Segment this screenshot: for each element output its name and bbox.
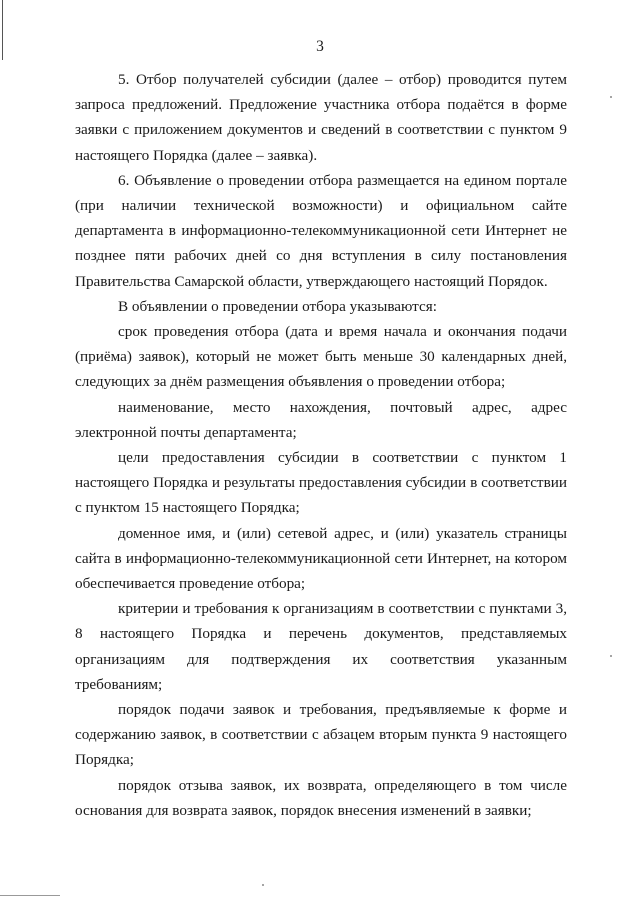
- paragraph: срок проведения отбора (дата и время начала и окончания подачи (приёма) заявок), который не может быть меньше 30 календарных дней, следующих за днём размещения объявления о проведении отбора;: [75, 323, 567, 391]
- paragraph: доменное имя, и (или) сетевой адрес, и (или) указатель страницы сайта в информационно-телекоммуникационной сети Интернет, на котором обеспечивается проведение отбора;: [75, 524, 567, 593]
- scan-speck: [262, 884, 264, 886]
- scan-edge-mark: [0, 895, 60, 896]
- paragraph: 5. Отбор получателей субсидии (далее – отбор) проводится путем запроса предложений. Предложение участника отбора подаётся в форме заявки с приложением документов и сведений в соответствии с пунктом 9 настоящего Порядка (далее – заявка).: [75, 71, 567, 164]
- paragraph: порядок отзыва заявок, их возврата, определяющего в том числе основания для возврата заявок, порядок внесения изменений в заявки;: [75, 776, 567, 819]
- paragraph: критерии и требования к организациям в соответствии с пунктами 3, 8 настоящего Порядка и перечень документов, представляемых организациям для подтверждения их соответствия указанным требованиям;: [75, 600, 567, 693]
- paragraph: порядок подачи заявок и требования, предъявляемые к форме и содержанию заявок, в соответствии с абзацем вторым пункта 9 настоящего Порядка;: [75, 701, 567, 769]
- paragraph: В объявлении о проведении отбора указываются:: [118, 297, 437, 315]
- scan-speck: [610, 655, 612, 657]
- paragraph: цели предоставления субсидии в соответствии с пунктом 1 настоящего Порядка и результаты предоставления субсидии в соответствии с пунктом 15 настоящего Порядка;: [75, 449, 567, 517]
- page-number: 3: [316, 38, 324, 55]
- paragraph: 6. Объявление о проведении отбора размещается на едином портале (при наличии технической возможности) и официальном сайте департамента в информационно-телекоммуникационной сети Интернет не позднее пяти рабочих дней со дня вступления в силу постановления Правительства Самарской области, утверждающего настоящий Порядок.: [75, 171, 567, 290]
- document-body: [75, 67, 567, 823]
- paragraph: наименование, место нахождения, почтовый адрес, адрес электронной почты департамента;: [75, 398, 567, 441]
- scan-speck: [610, 96, 612, 98]
